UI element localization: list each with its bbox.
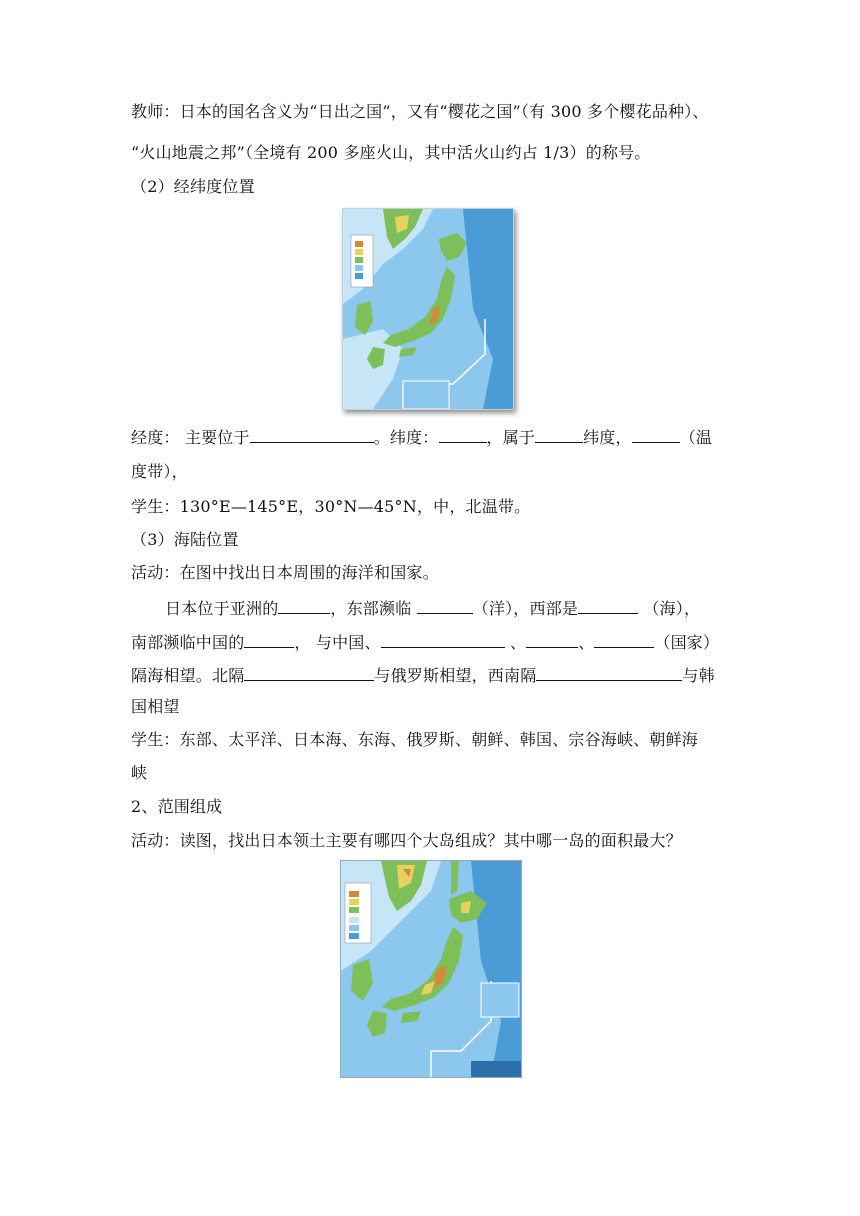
blank-china-sea[interactable] <box>244 631 294 648</box>
blank-sea[interactable] <box>578 597 638 614</box>
blank-country-3[interactable] <box>594 631 654 648</box>
question-latlon-line1 <box>131 426 712 448</box>
lon-label: 经度： 主要位于 <box>131 428 250 447</box>
para-text: ，东部濒临 <box>330 599 417 618</box>
question-latlon-line2: 度带）， <box>131 462 188 481</box>
para-line-4: 国相望 <box>131 697 180 716</box>
heading-composition: 2、范围组成 <box>131 797 223 816</box>
text-line-1: 教师：日本的国名含义为“日出之国”，又有“樱花之国”（有 300 多个樱花品种）、 <box>131 102 709 121</box>
para-line-3 <box>131 664 715 686</box>
lat-type-blank[interactable] <box>535 426 583 443</box>
para-text: （洋），西部是 <box>472 599 579 618</box>
japan-map-small <box>342 208 514 410</box>
blank-position[interactable] <box>278 597 330 614</box>
para-text: 与俄罗斯相望，西南隔 <box>374 666 537 685</box>
japan-map-large <box>340 860 522 1078</box>
lat-type-label: 纬度， <box>583 428 632 447</box>
text-line-2: “火山地震之邦”（全境有 200 多座火山，其中活火山约占 1/3）的称号。 <box>131 143 651 162</box>
para-text: 、 <box>578 633 595 652</box>
para-text: 与韩 <box>682 666 715 685</box>
answer-land-sea-2: 峡 <box>131 763 148 782</box>
para-text: 日本位于亚洲的 <box>165 599 279 618</box>
lon-blank[interactable] <box>250 426 374 443</box>
lat-blank[interactable] <box>439 426 487 443</box>
para-line-1 <box>165 597 700 619</box>
answer-latlon: 学生：130°E—145°E，30°N—45°N，中，北温带。 <box>131 497 531 516</box>
para-text: （海）， <box>638 599 701 618</box>
blank-ocean[interactable] <box>417 597 473 614</box>
activity-land-sea: 活动：在图中找出日本周围的海洋和国家。 <box>131 563 439 582</box>
lat-label: 。纬度： <box>373 428 439 447</box>
blank-country-2[interactable] <box>526 631 578 648</box>
para-line-2 <box>131 631 719 653</box>
belong-label: ，属于 <box>486 428 536 447</box>
temp-zone-label: （温 <box>679 428 713 447</box>
blank-country-1[interactable] <box>381 631 505 648</box>
para-text: 南部濒临中国的 <box>131 633 245 652</box>
activity-composition: 活动：读图，找出日本领土主要有哪四个大岛组成？其中哪一岛的面积最大？ <box>131 831 682 850</box>
blank-strait-southwest[interactable] <box>536 664 682 681</box>
temp-zone-blank[interactable] <box>632 426 680 443</box>
heading-land-sea: （3）海陆位置 <box>131 530 239 549</box>
para-text: 隔海相望。北隔 <box>131 666 245 685</box>
para-text: （国家） <box>654 633 720 652</box>
para-text: 、 <box>504 633 527 652</box>
blank-strait-north[interactable] <box>244 664 374 681</box>
answer-land-sea-1: 学生：东部、太平洋、日本海、东海、俄罗斯、朝鲜、韩国、宗谷海峡、朝鲜海 <box>131 730 699 749</box>
para-text: ， 与中国、 <box>294 633 381 652</box>
heading-latlon: （2）经纬度位置 <box>131 177 255 196</box>
